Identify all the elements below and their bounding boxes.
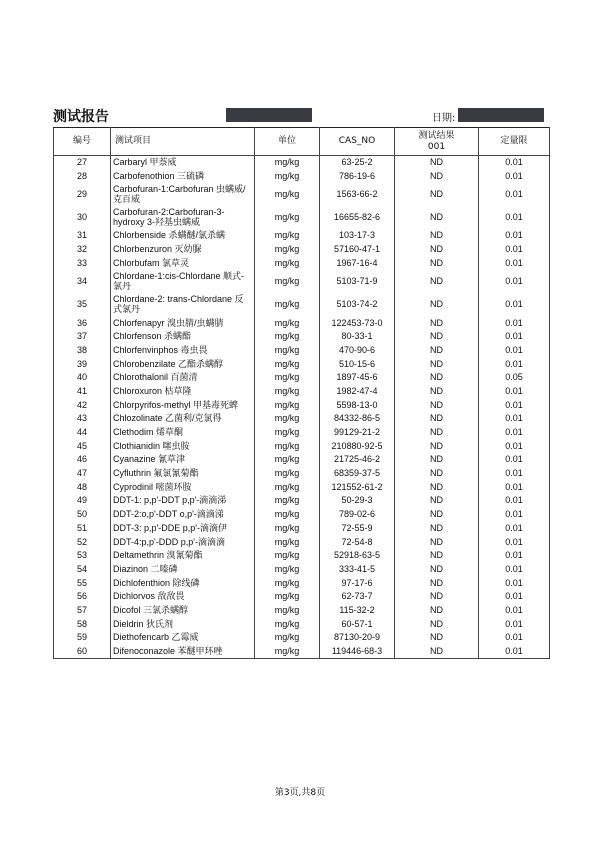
table-row <box>54 508 550 522</box>
cell-loq: 0.01 <box>479 576 550 590</box>
cell-unit: mg/kg <box>255 156 320 170</box>
cell-loq: 0.01 <box>479 494 550 508</box>
cell-item: Difenoconazole 苯醚甲环唑 <box>111 644 255 658</box>
cell-no: 59 <box>54 631 111 645</box>
table-row <box>54 562 550 576</box>
cell-result: ND <box>395 631 479 645</box>
cell-cas: 97-17-6 <box>320 576 395 590</box>
cell-cas: 5103-71-9 <box>320 270 395 293</box>
cell-result: ND <box>395 425 479 439</box>
cell-unit: mg/kg <box>255 480 320 494</box>
cell-loq: 0.01 <box>479 603 550 617</box>
cell-item: DDT-1: p,p'-DDT p,p'-滴滴涕 <box>111 494 255 508</box>
cell-no: 45 <box>54 439 111 453</box>
cell-no: 41 <box>54 384 111 398</box>
cell-loq: 0.01 <box>479 229 550 243</box>
cell-result: ND <box>395 206 479 229</box>
col-header-result: 测试结果 001 <box>395 128 479 156</box>
cell-loq: 0.01 <box>479 590 550 604</box>
table-row <box>54 576 550 590</box>
cell-item: Chlorothalonil 百菌清 <box>111 371 255 385</box>
cell-cas: 5598-13-0 <box>320 398 395 412</box>
cell-unit: mg/kg <box>255 206 320 229</box>
cell-result: ND <box>395 521 479 535</box>
cell-item: Cyanazine 氰草津 <box>111 453 255 467</box>
cell-loq: 0.01 <box>479 617 550 631</box>
cell-loq: 0.01 <box>479 631 550 645</box>
cell-cas: 1563-66-2 <box>320 183 395 206</box>
cell-no: 28 <box>54 169 111 183</box>
table-row <box>54 480 550 494</box>
cell-result: ND <box>395 480 479 494</box>
cell-cas: 115-32-2 <box>320 603 395 617</box>
cell-unit: mg/kg <box>255 535 320 549</box>
cell-item: Chlorfenapyr 溴虫腈/虫螨腈 <box>111 316 255 330</box>
cell-loq: 0.01 <box>479 508 550 522</box>
cell-cas: 786-19-6 <box>320 169 395 183</box>
cell-no: 47 <box>54 467 111 481</box>
cell-unit: mg/kg <box>255 371 320 385</box>
cell-result: ND <box>395 156 479 170</box>
cell-item: Deltamethrin 溴氰菊酯 <box>111 549 255 563</box>
table-row <box>54 453 550 467</box>
cell-unit: mg/kg <box>255 562 320 576</box>
cell-unit: mg/kg <box>255 330 320 344</box>
cell-cas: 72-55-9 <box>320 521 395 535</box>
cell-loq: 0.01 <box>479 156 550 170</box>
cell-item: Chloroxuron 枯草隆 <box>111 384 255 398</box>
cell-no: 39 <box>54 357 111 371</box>
cell-item: DDT-3: p,p'-DDE p,p'-滴滴伊 <box>111 521 255 535</box>
cell-no: 42 <box>54 398 111 412</box>
report-title: 测试报告 <box>53 109 109 125</box>
cell-item: Chlorbufam 氯草灵 <box>111 256 255 270</box>
cell-item: Carbofuran-1:Carbofuran 虫螨威/克百威 <box>111 183 255 206</box>
table-row <box>54 631 550 645</box>
cell-unit: mg/kg <box>255 549 320 563</box>
cell-cas: 210880-92-5 <box>320 439 395 453</box>
cell-cas: 57160-47-1 <box>320 243 395 257</box>
table-row <box>54 425 550 439</box>
cell-no: 34 <box>54 270 111 293</box>
cell-no: 58 <box>54 617 111 631</box>
table-row <box>54 439 550 453</box>
table-row <box>54 398 550 412</box>
table-row <box>54 243 550 257</box>
cell-loq: 0.01 <box>479 169 550 183</box>
cell-cas: 470-90-6 <box>320 343 395 357</box>
cell-cas: 789-02-6 <box>320 508 395 522</box>
table-row <box>54 270 550 293</box>
cell-no: 37 <box>54 330 111 344</box>
cell-unit: mg/kg <box>255 617 320 631</box>
cell-no: 56 <box>54 590 111 604</box>
cell-result: ND <box>395 330 479 344</box>
cell-item: Chlorfenvinphos 毒虫畏 <box>111 343 255 357</box>
cell-item: Diethofencarb 乙霉威 <box>111 631 255 645</box>
cell-no: 33 <box>54 256 111 270</box>
cell-no: 48 <box>54 480 111 494</box>
page-number: 第3页,共8页 <box>274 788 326 798</box>
cell-loq: 0.01 <box>479 270 550 293</box>
cell-no: 32 <box>54 243 111 257</box>
cell-cas: 52918-63-5 <box>320 549 395 563</box>
table-body <box>54 156 550 659</box>
col-header-no: 编号 <box>54 128 111 156</box>
cell-loq: 0.01 <box>479 425 550 439</box>
cell-no: 27 <box>54 156 111 170</box>
cell-result: ND <box>395 467 479 481</box>
cell-item: Clethodim 烯草酮 <box>111 425 255 439</box>
cell-item: Clothianidin 噻虫胺 <box>111 439 255 453</box>
cell-result: ND <box>395 270 479 293</box>
cell-result: ND <box>395 412 479 426</box>
table-row <box>54 412 550 426</box>
cell-item: Dichlofenthion 除线磷 <box>111 576 255 590</box>
cell-no: 49 <box>54 494 111 508</box>
cell-item: Dichlorvos 敌敌畏 <box>111 590 255 604</box>
cell-unit: mg/kg <box>255 603 320 617</box>
cell-item: Chlorpyrifos-methyl 甲基毒死蜱 <box>111 398 255 412</box>
cell-no: 57 <box>54 603 111 617</box>
cell-item: Cyfluthrin 氟氯氰菊酯 <box>111 467 255 481</box>
cell-unit: mg/kg <box>255 384 320 398</box>
cell-unit: mg/kg <box>255 467 320 481</box>
cell-no: 54 <box>54 562 111 576</box>
cell-loq: 0.01 <box>479 412 550 426</box>
cell-item: Chlorobenzilate 乙酯杀螨醇 <box>111 357 255 371</box>
cell-unit: mg/kg <box>255 425 320 439</box>
cell-item: Chlordane-2: trans-Chlordane 反式氯丹 <box>111 293 255 316</box>
cell-item: Carbofenothion 三硫磷 <box>111 169 255 183</box>
cell-result: ND <box>395 439 479 453</box>
cell-loq: 0.01 <box>479 343 550 357</box>
date-label: 日期: <box>432 113 456 124</box>
cell-unit: mg/kg <box>255 644 320 658</box>
cell-item: Chlorbenside 杀螨醚/氯杀螨 <box>111 229 255 243</box>
cell-item: Chlorbenzuron 灭幼脲 <box>111 243 255 257</box>
cell-loq: 0.01 <box>479 535 550 549</box>
cell-result: ND <box>395 549 479 563</box>
cell-cas: 1967-16-4 <box>320 256 395 270</box>
cell-unit: mg/kg <box>255 590 320 604</box>
cell-result: ND <box>395 576 479 590</box>
table-row <box>54 371 550 385</box>
cell-no: 29 <box>54 183 111 206</box>
table-row <box>54 169 550 183</box>
cell-item: Carbaryl 甲萘威 <box>111 156 255 170</box>
cell-loq: 0.05 <box>479 371 550 385</box>
cell-no: 55 <box>54 576 111 590</box>
cell-result: ND <box>395 384 479 398</box>
table-row <box>54 316 550 330</box>
cell-unit: mg/kg <box>255 270 320 293</box>
cell-unit: mg/kg <box>255 243 320 257</box>
cell-cas: 84332-86-5 <box>320 412 395 426</box>
cell-loq: 0.01 <box>479 243 550 257</box>
cell-no: 50 <box>54 508 111 522</box>
cell-cas: 103-17-3 <box>320 229 395 243</box>
cell-no: 31 <box>54 229 111 243</box>
table-row <box>54 590 550 604</box>
table-row <box>54 467 550 481</box>
table-row <box>54 156 550 170</box>
cell-no: 52 <box>54 535 111 549</box>
cell-result: ND <box>395 371 479 385</box>
col-header-item: 测试项目 <box>111 128 255 156</box>
cell-cas: 121552-61-2 <box>320 480 395 494</box>
table-row <box>54 206 550 229</box>
cell-loq: 0.01 <box>479 480 550 494</box>
cell-cas: 5103-74-2 <box>320 293 395 316</box>
table-header-row <box>54 128 550 156</box>
table-row <box>54 183 550 206</box>
cell-no: 53 <box>54 549 111 563</box>
cell-cas: 72-54-8 <box>320 535 395 549</box>
table-row <box>54 330 550 344</box>
cell-loq: 0.01 <box>479 644 550 658</box>
cell-unit: mg/kg <box>255 256 320 270</box>
table-row <box>54 535 550 549</box>
table-row <box>54 603 550 617</box>
cell-loq: 0.01 <box>479 467 550 481</box>
cell-loq: 0.01 <box>479 384 550 398</box>
cell-result: ND <box>395 535 479 549</box>
cell-loq: 0.01 <box>479 330 550 344</box>
cell-unit: mg/kg <box>255 169 320 183</box>
cell-cas: 87130-20-9 <box>320 631 395 645</box>
table-row <box>54 617 550 631</box>
cell-no: 35 <box>54 293 111 316</box>
cell-cas: 16655-82-6 <box>320 206 395 229</box>
col-header-cas: CAS_NO <box>320 128 395 156</box>
cell-result: ND <box>395 316 479 330</box>
redacted-block-date <box>458 108 544 122</box>
table-row <box>54 521 550 535</box>
cell-loq: 0.01 <box>479 357 550 371</box>
cell-item: Chlorfenson 杀螨酯 <box>111 330 255 344</box>
cell-result: ND <box>395 590 479 604</box>
cell-item: Chlozolinate 乙菌利/克氯得 <box>111 412 255 426</box>
cell-item: Dieldrin 狄氏剂 <box>111 617 255 631</box>
cell-loq: 0.01 <box>479 316 550 330</box>
cell-unit: mg/kg <box>255 494 320 508</box>
cell-result: ND <box>395 169 479 183</box>
cell-no: 38 <box>54 343 111 357</box>
cell-item: Cyprodinil 嘧菌环胺 <box>111 480 255 494</box>
col-header-unit: 单位 <box>255 128 320 156</box>
cell-cas: 119446-68-3 <box>320 644 395 658</box>
cell-cas: 50-29-3 <box>320 494 395 508</box>
cell-item: Carbofuran-2:Carbofuran-3-hydroxy 3-羟基虫螨威 <box>111 206 255 229</box>
cell-no: 51 <box>54 521 111 535</box>
results-table <box>53 127 550 659</box>
cell-no: 44 <box>54 425 111 439</box>
cell-result: ND <box>395 494 479 508</box>
cell-unit: mg/kg <box>255 343 320 357</box>
cell-cas: 80-33-1 <box>320 330 395 344</box>
cell-loq: 0.01 <box>479 183 550 206</box>
cell-no: 40 <box>54 371 111 385</box>
cell-result: ND <box>395 256 479 270</box>
cell-no: 43 <box>54 412 111 426</box>
cell-result: ND <box>395 617 479 631</box>
table-row <box>54 293 550 316</box>
cell-no: 60 <box>54 644 111 658</box>
cell-unit: mg/kg <box>255 521 320 535</box>
cell-loq: 0.01 <box>479 439 550 453</box>
cell-cas: 62-73-7 <box>320 590 395 604</box>
table-row <box>54 384 550 398</box>
cell-unit: mg/kg <box>255 357 320 371</box>
cell-loq: 0.01 <box>479 521 550 535</box>
cell-cas: 333-41-5 <box>320 562 395 576</box>
table-row <box>54 644 550 658</box>
col-header-loq: 定量限 <box>479 128 550 156</box>
cell-item: DDT-4:p,p'-DDD p,p'-滴滴滴 <box>111 535 255 549</box>
cell-loq: 0.01 <box>479 206 550 229</box>
cell-result: ND <box>395 453 479 467</box>
cell-item: DDT-2:o,p'-DDT o,p'-滴滴涕 <box>111 508 255 522</box>
cell-result: ND <box>395 183 479 206</box>
cell-unit: mg/kg <box>255 183 320 206</box>
cell-loq: 0.01 <box>479 549 550 563</box>
cell-loq: 0.01 <box>479 398 550 412</box>
cell-unit: mg/kg <box>255 229 320 243</box>
cell-unit: mg/kg <box>255 316 320 330</box>
cell-no: 46 <box>54 453 111 467</box>
cell-loq: 0.01 <box>479 256 550 270</box>
cell-result: ND <box>395 343 479 357</box>
cell-item: Diazinon 二嗪磷 <box>111 562 255 576</box>
cell-result: ND <box>395 357 479 371</box>
table-row <box>54 256 550 270</box>
cell-unit: mg/kg <box>255 412 320 426</box>
cell-cas: 68359-37-5 <box>320 467 395 481</box>
cell-result: ND <box>395 293 479 316</box>
cell-cas: 1982-47-4 <box>320 384 395 398</box>
cell-result: ND <box>395 603 479 617</box>
cell-result: ND <box>395 243 479 257</box>
cell-loq: 0.01 <box>479 293 550 316</box>
cell-unit: mg/kg <box>255 453 320 467</box>
cell-result: ND <box>395 562 479 576</box>
cell-unit: mg/kg <box>255 439 320 453</box>
cell-unit: mg/kg <box>255 576 320 590</box>
cell-cas: 1897-45-6 <box>320 371 395 385</box>
cell-result: ND <box>395 398 479 412</box>
cell-cas: 510-15-6 <box>320 357 395 371</box>
table-row <box>54 343 550 357</box>
cell-item: Chlordane-1:cis-Chlordane 顺式-氯丹 <box>111 270 255 293</box>
cell-no: 36 <box>54 316 111 330</box>
table-row <box>54 357 550 371</box>
cell-loq: 0.01 <box>479 562 550 576</box>
cell-result: ND <box>395 229 479 243</box>
table-row <box>54 229 550 243</box>
cell-cas: 122453-73-0 <box>320 316 395 330</box>
cell-unit: mg/kg <box>255 293 320 316</box>
redacted-block-report-id <box>226 108 312 122</box>
cell-result: ND <box>395 644 479 658</box>
cell-unit: mg/kg <box>255 631 320 645</box>
cell-cas: 63-25-2 <box>320 156 395 170</box>
cell-unit: mg/kg <box>255 398 320 412</box>
table-row <box>54 549 550 563</box>
cell-cas: 60-57-1 <box>320 617 395 631</box>
cell-result: ND <box>395 508 479 522</box>
cell-item: Dicofol 三氯杀螨醇 <box>111 603 255 617</box>
cell-cas: 99129-21-2 <box>320 425 395 439</box>
cell-no: 30 <box>54 206 111 229</box>
cell-unit: mg/kg <box>255 508 320 522</box>
cell-loq: 0.01 <box>479 453 550 467</box>
cell-cas: 21725-46-2 <box>320 453 395 467</box>
table-row <box>54 494 550 508</box>
